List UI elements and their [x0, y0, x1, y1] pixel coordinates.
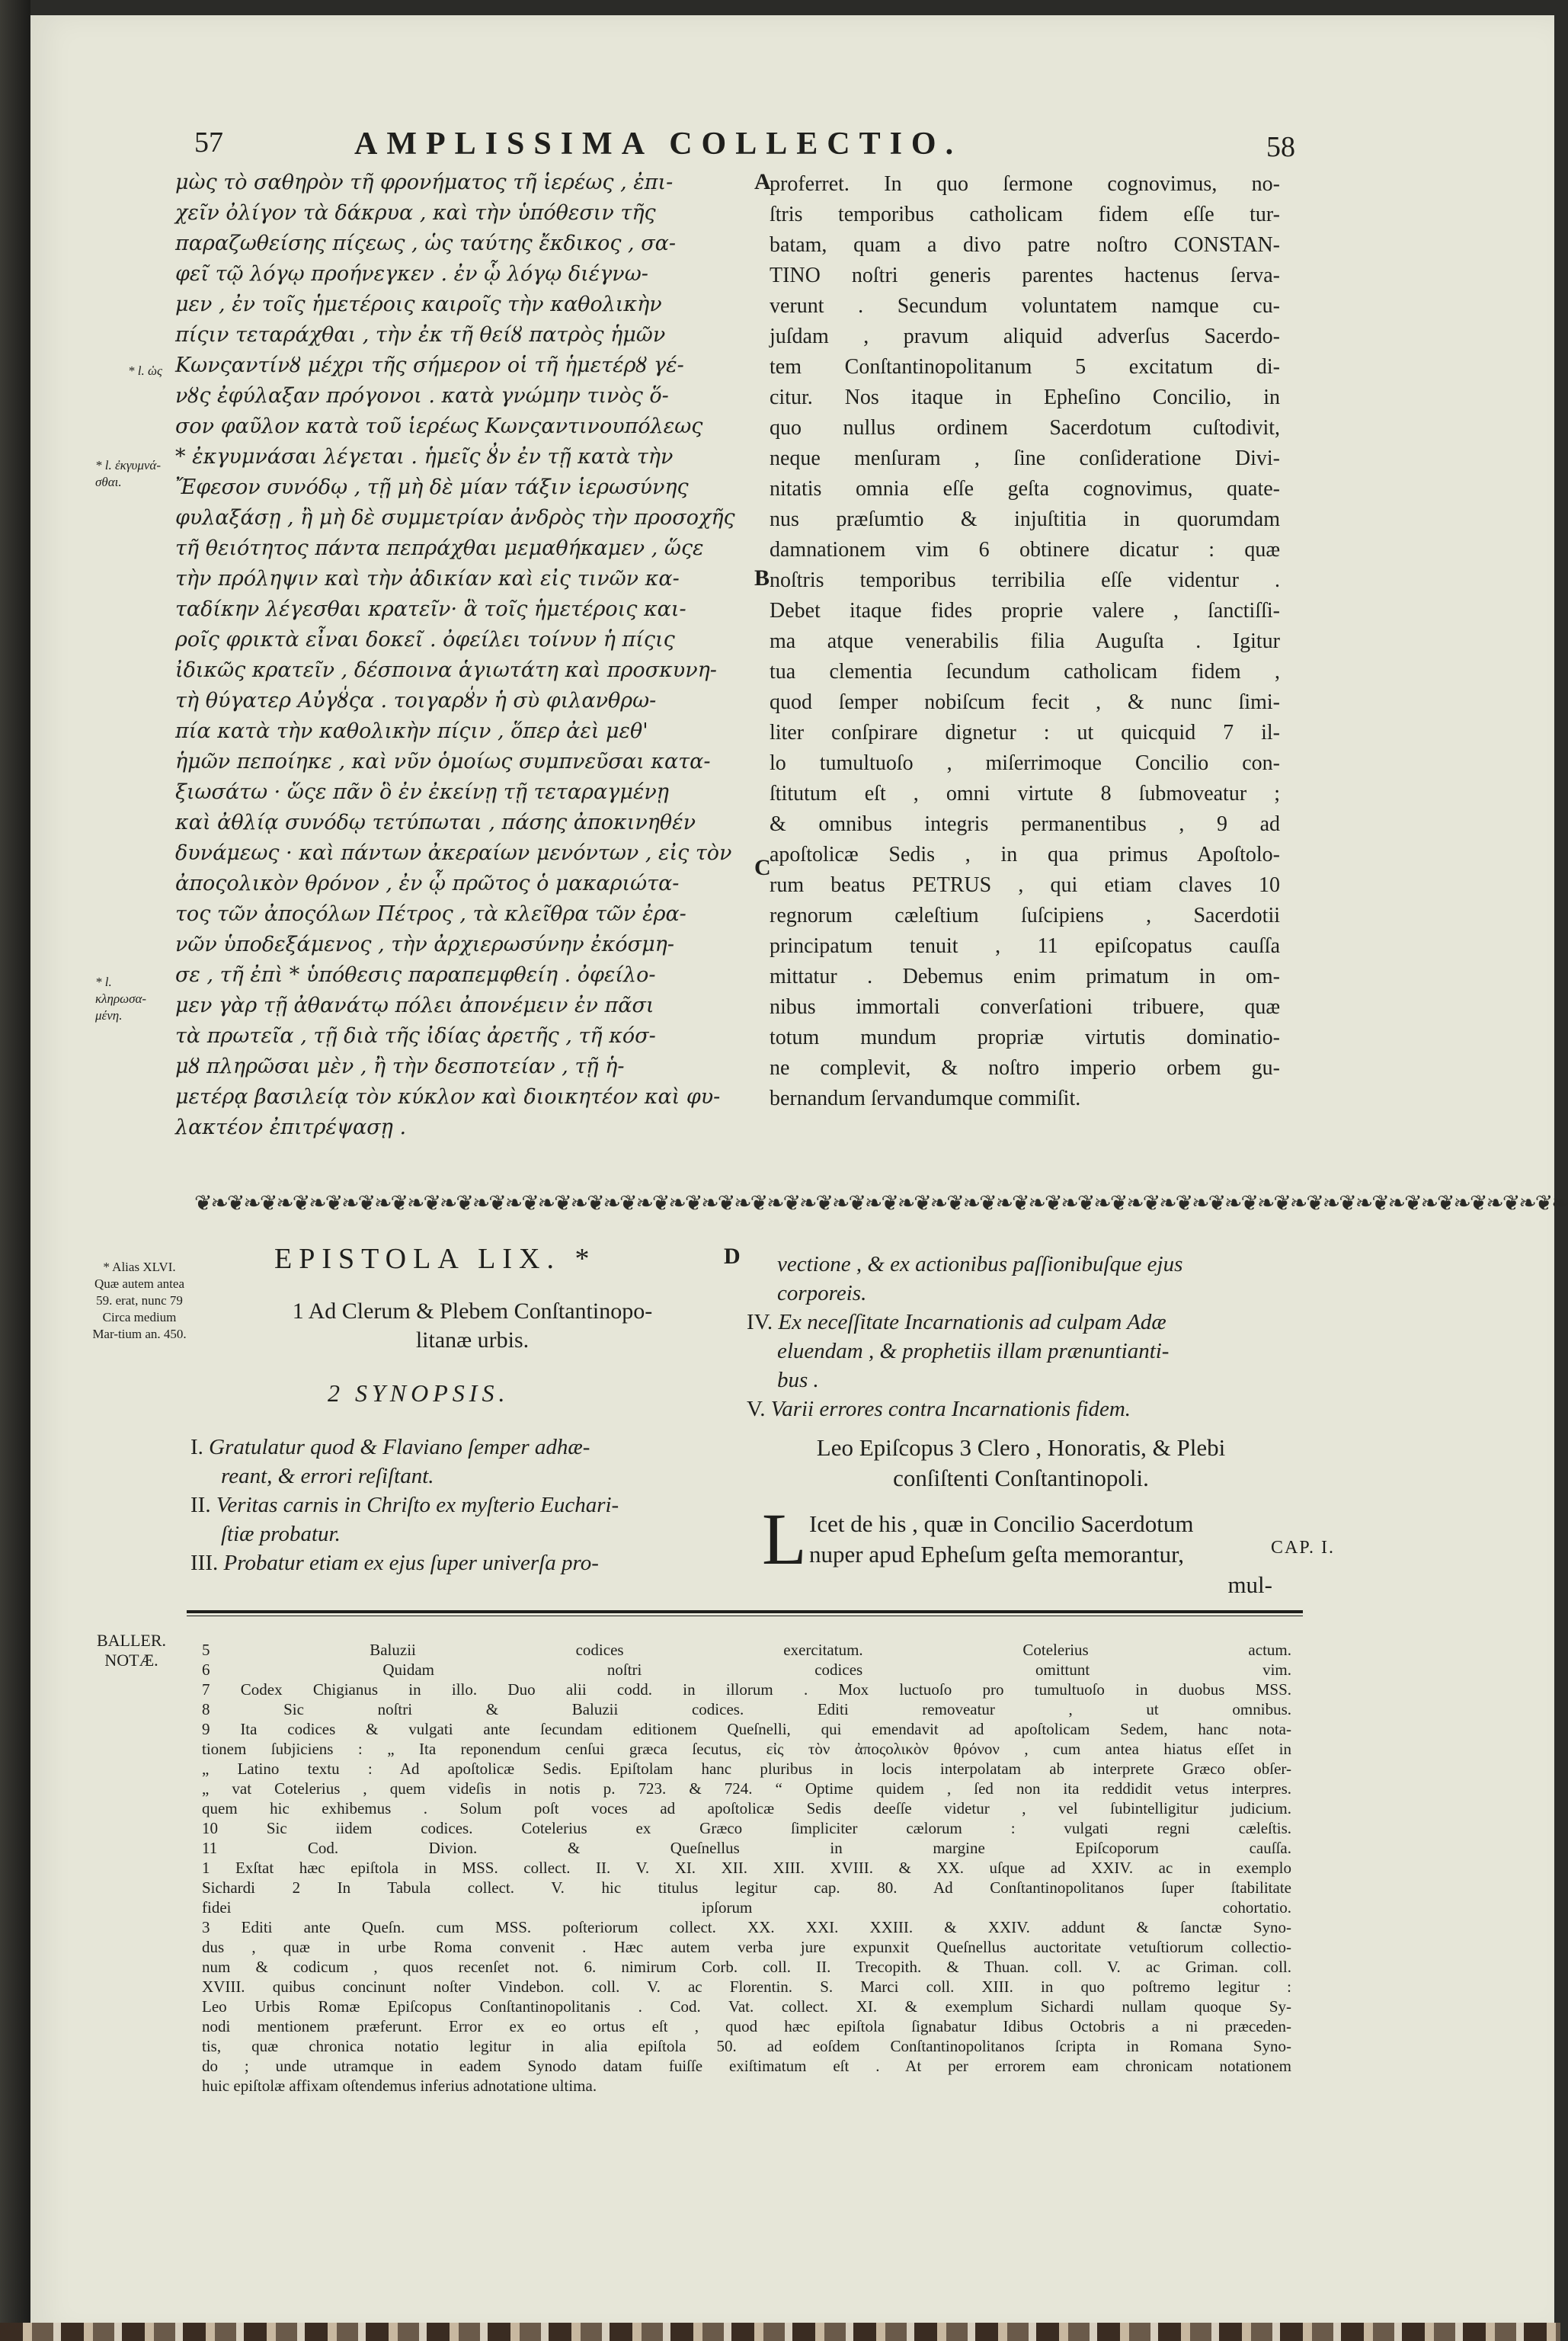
greek-text-line: σε , τῆ ἐπὶ * ὑπόθεσις παραπεμφθείη . ὀφείλο- — [175, 963, 656, 987]
epistola-address-line-2: litanæ urbis. — [415, 1327, 530, 1353]
synopsis-item-text: Gratulatur quod & Flaviano ſemper adhæ- — [209, 1435, 590, 1459]
latin-text-line: tua clementia ſecundum catholicam fidem , — [770, 660, 1280, 684]
drop-cap: L — [762, 1498, 807, 1580]
footnote-line: 9 Ita codices & vulgati ante ſecundam editionem Queſnelli, qui emendavit ad apoſtolicam Sedem, hanc nota- — [202, 1720, 1291, 1738]
footnote-line: 11 Cod. Divion. & Queſnellus in margine Epiſcoporum cauſſa. — [202, 1839, 1291, 1857]
synopsis-item-text: Varii errores contra Incarnationis fidem. — [770, 1397, 1131, 1421]
greek-text-line: νῶν ὑποδεξάμενος , τὴν ἀρχιερωσύνην ἐκόσμη- — [175, 933, 674, 956]
margin-note-3: * l. κληρωσα-μένη. — [95, 975, 147, 1023]
synopsis-item-text: bus . — [777, 1368, 819, 1392]
synopsis-item — [190, 1433, 724, 1462]
footnote-line: nodi mentionem præferunt. Error ex eo ortus eſt , quod hæc epiſtola ſignabatur Idibus Octobris a ni præceden- — [202, 2017, 1291, 2035]
footnote-line: 8 Sic noſtri & Baluzii codices. Editi removeatur , ut omnibus. — [202, 1700, 1291, 1718]
greek-text-line: τὴν πρόληψιν καὶ τὴν ἀδικίαν καὶ εἰς τινῶν κα- — [175, 567, 680, 591]
latin-text-line: regnorum cæleſtium ſuſcipiens , Sacerdotii — [770, 904, 1280, 927]
synopsis-item-number: V. — [747, 1397, 771, 1421]
greek-text-line: * ἐκγυμνάσαι λέγεται . ἡμεῖς ȣ̓ν ἐν τῇ κατὰ τὴν — [175, 445, 674, 469]
latin-text-line: noſtris temporibus terribilia eſſe videntur . — [770, 568, 1280, 592]
greek-text-line: ξιωσάτω · ὥςε πᾶν ὃ ἐν ἐκείνῃ τῇ τεταραγμένῃ — [175, 780, 669, 804]
synopsis-item — [747, 1279, 1280, 1308]
latin-text-line: lo tumultuoſo , miſerrimoque Concilio con- — [770, 751, 1280, 775]
latin-text-line: neque menſuram , ſine conſideratione Divi- — [770, 447, 1280, 470]
notes-divider-thick — [187, 1610, 1303, 1613]
epistola-address — [221, 1297, 724, 1355]
footnote-line: Sichardi 2 In Tabula collect. V. hic titulus legitur cap. 80. Ad Conſtantinopolitanos ſuper ſtabilitate — [202, 1878, 1291, 1897]
greek-text-line: χεῖν ὀλίγον τὰ δάκρυα , καὶ τὴν ὑπόθεσιν τῆς — [175, 201, 656, 225]
chapter-marker: CAP. I. — [1271, 1538, 1336, 1558]
letter-salutation — [747, 1433, 1295, 1494]
latin-text-line: bernandum ſervandumque commiſit. — [770, 1087, 1081, 1110]
footnote-line: num & codicum , quos recenſet not. 6. nimirum Corb. coll. II. Trecopith. & Thuan. coll. V. ac Griman. coll. — [202, 1958, 1291, 1976]
footnote-line: 1 Exſtat hæc epiſtola in MSS. collect. II. V. XI. XII. XIII. XVIII. & XX. uſque ad XXIV. ac in exemplo — [202, 1859, 1291, 1877]
footnote-line: do ; unde utramque in eadem Synodo datam fuiſſe exiſtimatum eſt . At per errorem eam chronicam notationem — [202, 2057, 1291, 2075]
latin-text-line: principatum tenuit , 11 epiſcopatus cauſſa — [770, 934, 1280, 958]
synopsis-heading: 2 SYNOPSIS. — [328, 1379, 510, 1407]
footnote-line: „ vat Cotelerius , quem videſis in notis p. 723. & 724. “ Optime quidem , ſed non ita reddidit vetus interpres. — [202, 1779, 1291, 1798]
greek-text-line: Κωνςαντίνȣ μέχρι τῆς σήμερον οἱ τῆ ἡμετέρȣ γέ- — [175, 354, 684, 377]
greek-text-line: μὼς τὸ σαθηρὸν τῆ φρονήματος τῆ ἱερέως , ἐπι- — [175, 171, 674, 194]
footnote-line: Leo Urbis Romæ Epiſcopus Conſtantinopolitanis . Cod. Vat. collect. XI. & exemplum Sichardi nullam quoque Sy- — [202, 1997, 1291, 2016]
right-page-number: 58 — [1266, 131, 1295, 163]
synopsis-item-text: ſtiæ probatur. — [221, 1522, 341, 1546]
greek-text-line: παραζωθείσης πίςεως , ὡς ταύτης ἔκδικος , σα- — [175, 232, 676, 255]
greek-text-line: σον φαῦλον κατὰ τοῦ ἱερέως Κωνςαντινουπόλεως — [175, 415, 703, 438]
greek-text-line: πία κατὰ τὴν καθολικὴν πίςιν , ὅπερ ἀεὶ μεθ' — [175, 719, 648, 743]
greek-text-line: ἀποςολικὸν θρόνον , ἐν ᾧ πρῶτος ὁ μακαριώτα- — [175, 872, 680, 895]
footnote-line: 5 Baluzii codices exercitatum. Cotelerius actum. — [202, 1641, 1291, 1659]
latin-text-line: ſtitutum eſt , omni virtute 8 ſubmoveatur ; — [770, 782, 1280, 805]
greek-text-column — [175, 168, 754, 1143]
footnote-line: 7 Codex Chigianus in illo. Duo alii codd. in illorum . Mox luctuoſo pro tumultuoſo in duobus MSS. — [202, 1680, 1291, 1699]
margin-note-2: * l. ἐκγυμνά-σθαι. — [95, 458, 161, 489]
latin-text-line: quo nullus ordinem Sacerdotum cuſtodivit, — [770, 416, 1280, 440]
greek-text-line: μετέρᾳ βασιλείᾳ τὸν κύκλον καὶ διοικητέον καὶ φυ- — [175, 1085, 721, 1109]
page-bottom-edge — [0, 2323, 1560, 2341]
latin-text-line: tem Conſtantinopolitanum 5 excitatum di- — [770, 355, 1280, 379]
latin-text-line: citur. Nos itaque in Epheſino Concilio, in — [770, 386, 1280, 409]
synopsis-item-number: III. — [190, 1551, 224, 1575]
salutation-line-1: Leo Epiſcopus 3 Clero , Honoratis, & Plebi — [816, 1434, 1226, 1461]
greek-text-line: τος τῶν ἀποςόλων Πέτρος , τὰ κλεῖθρα τῶν ἐρα- — [175, 902, 686, 926]
section-letter-a: A — [754, 169, 771, 194]
latin-text-line: totum mundum propriæ virtutis dominatio- — [770, 1026, 1280, 1049]
footnote-line: huic epiſtolæ affixam oſtendemus inferius adnotatione ultima. — [202, 2077, 597, 2095]
left-page-number: 57 — [194, 126, 223, 159]
synopsis-item — [190, 1462, 724, 1491]
footnote-line: tionem ſubjiciens : „ Ita reponendum cenſui græca ſecutus, εἰς τὸν ἀποςολικὸν θρόνον , cum antea hiatus eſſet in — [202, 1740, 1291, 1758]
latin-text-column — [770, 169, 1280, 1114]
opening-line-2: nuper apud Epheſum geſta memorantur, — [809, 1541, 1185, 1568]
greek-text-line: φυλαξάσῃ , ἢ μὴ δὲ συμμετρίαν ἀνδρὸς τὴν προσοχῆς — [175, 506, 735, 530]
epistola-title: EPISTOLA LIX. * — [274, 1243, 597, 1275]
footnotes-block — [202, 1640, 1291, 2096]
footnote-line: 6 Quidam noſtri codices omittunt vim. — [202, 1660, 1291, 1679]
synopsis-item — [747, 1395, 1280, 1423]
footnote-line: 10 Sic iidem codices. Cotelerius ex Græco ſimpliciter cælorum : vulgati regni cæleſtis. — [202, 1819, 1291, 1837]
synopsis-item — [190, 1491, 724, 1520]
greek-text-line: τὴ θύγατερ Αὐγȣ̍ςα . τοιγαρȣ̍ν ἡ σὺ φιλανθρω- — [175, 689, 657, 713]
synopsis-item-text: corporeis. — [777, 1281, 867, 1305]
latin-text-line: batam, quam a divo patre noſtro CONSTAN- — [770, 233, 1280, 257]
margin-note-alias: * Alias XLVI. Quæ autem antea 59. erat, nunc 79 Circa medium Mar-tium an. 450. — [92, 1260, 187, 1341]
letter-opening — [762, 1498, 1280, 1600]
synopsis-item-text: Veritas carnis in Chriſto ex myſterio Euchari- — [216, 1493, 619, 1517]
greek-text-line: ἡμῶν πεποίηκε , καὶ νῦν ὁμοίως συμπνεῦσαι κατα- — [175, 750, 711, 773]
running-header — [160, 126, 1295, 171]
synopsis-item — [747, 1337, 1280, 1366]
section-letter-c: C — [754, 855, 771, 880]
latin-text-line: proferret. In quo ſermone cognovimus, no- — [770, 172, 1280, 196]
greek-text-line: μȣ πληρῶσαι μὲν , ἢ τὴν δεσποτείαν , τῇ ἡ- — [175, 1055, 625, 1078]
synopsis-item-number: IV. — [747, 1310, 779, 1334]
greek-text-line: τῆ θειότητος πάντα πεπράχθαι μεμαθήκαμεν , ὥςε — [175, 536, 704, 560]
opening-line-1: Icet de his , quæ in Concilio Sacerdotum — [809, 1510, 1194, 1537]
running-title: AMPLISSIMA COLLECTIO. — [354, 126, 963, 162]
greek-text-line: πίςιν τεταράχθαι , τὴν ἐκ τῆ θείȣ πατρὸς ἡμῶν — [175, 323, 666, 347]
synopsis-item-text: vectione , & ex actionibus paſſionibuſque ejus — [777, 1252, 1183, 1276]
salutation-line-2: conſiſtenti Conſtantinopoli. — [893, 1465, 1149, 1491]
synopsis-item-text: reant, & errori reſiſtant. — [221, 1464, 434, 1488]
latin-text-line: damnationem vim 6 obtinere dicatur : quæ — [770, 538, 1280, 562]
synopsis-item-text: eluendam , & prophetiis illam prænuntianti- — [777, 1339, 1170, 1363]
greek-text-line: ροῖς φρικτὰ εἶναι δοκεῖ . ὀφείλει τοίνυν ἡ πίςις — [175, 628, 675, 652]
greek-text-line: μεν γὰρ τῇ ἀθανάτῳ πόλει ἀπονέμειν ἐν πᾶσι — [175, 994, 654, 1017]
latin-text-line: ma atque venerabilis filia Auguſta . Igitur — [770, 629, 1280, 653]
section-letter-b: B — [754, 565, 770, 591]
footnote-line: dus , quæ in urbe Roma convenit . Hæc autem verba jure expunxit Queſnellus auctoritate vetuſtiorum collectio- — [202, 1938, 1291, 1956]
greek-text-line: ἰδικῶς κρατεῖν , δέσποινα ἁγιωτάτη καὶ προσκυνη- — [175, 658, 717, 682]
footnote-line: 3 Editi ante Queſn. cum MSS. poſteriorum collect. XX. XXI. XXIII. & XXIV. addunt & ſanctæ Syno- — [202, 1918, 1291, 1936]
latin-text-line: juſdam , pravum aliquid adverſus Sacerdo- — [770, 325, 1280, 348]
greek-text-line: φεῖ τῷ λόγῳ προήνεγκεν . ἐν ᾧ λόγῳ διέγνω- — [175, 262, 648, 286]
latin-text-line: quod ſemper nobiſcum fecit , & nunc ſimi- — [770, 690, 1280, 714]
greek-text-line: μεν , ἐν τοῖς ἡμετέροις καιροῖς τὴν καθολικὴν — [175, 293, 662, 316]
opening-line-3: mul- — [1227, 1571, 1272, 1598]
ornamental-divider: ❦❧❦❧❦❧❦❧❦❧❦❧❦❧❦❧❦❧❦❧❦❧❦❧❦❧❦❧❦❧❦❧❦❧❦❧❦❧❦❧❦❧❦❧❦❧❦❧❦❧❦❧❦❧❦❧❦❧❦❧❦❧❦❧❦❧❦❧❦❧❦❧❦❧❦❧❦❧❦❧❦❧❦❧ — [194, 1192, 1568, 1215]
latin-text-line: mittatur . Debemus enim primatum in om- — [770, 965, 1280, 988]
synopsis-list-left — [190, 1433, 724, 1577]
footnote-line: tis, quæ chronica notatio legitur in alia epiſtola 50. ad eoſdem Conſtantinopolitanos ſcripta in Romana Syno- — [202, 2037, 1291, 2055]
latin-text-line: Debet itaque fides proprie valere , ſanctiſſi- — [770, 599, 1280, 623]
latin-text-line: liter conſpirare dignetur : ut quicquid 7 il- — [770, 721, 1280, 745]
greek-text-line: δυνάμεως · καὶ πάντων ἀκεραίων μενόντων , εἰς τὸν — [175, 841, 732, 865]
synopsis-item — [190, 1520, 724, 1548]
latin-text-line: TINO noſtri generis parentes hactenus ſerva- — [770, 264, 1280, 287]
footnote-line: „ Latino textu : Ad apoſtolicæ Sedis. Epiſtolam hanc pluribus in locis interpolatam ab interprete Græco obſer- — [202, 1760, 1291, 1778]
greek-text-line: ταδίκην λέγεσθαι κρατεῖν· ἃ τοῖς ἡμετέροις και- — [175, 597, 686, 621]
synopsis-item-text: Probatur etiam ex ejus ſuper univerſa pro- — [223, 1551, 599, 1575]
synopsis-item-number: I. — [190, 1435, 210, 1459]
greek-text-line: τὰ πρωτεῖα , τῇ διὰ τῆς ἰδίας ἀρετῆς , τῆ κόσ- — [175, 1024, 656, 1048]
latin-text-line: apoſtolicæ Sedis , in qua primus Apoſtolo- — [770, 843, 1280, 866]
synopsis-item — [747, 1250, 1280, 1279]
synopsis-item — [190, 1548, 724, 1577]
latin-text-line: nibus immortali converſationi tribuere, quæ — [770, 995, 1280, 1019]
notes-heading: BALLER. NOTÆ. — [96, 1631, 167, 1670]
latin-text-line: ſtris temporibus catholicam fidem eſſe tur- — [770, 203, 1280, 226]
section-letter-d: D — [724, 1244, 741, 1269]
latin-text-line: nus præſumtio & injuſtitia in quorumdam — [770, 508, 1280, 531]
greek-text-line: νȣς ἐφύλαξαν πρόγονοι . κατὰ γνώμην τινὸς ὅ- — [175, 384, 669, 408]
latin-text-line: ne complevit, & noſtro imperio orbem gu- — [770, 1056, 1280, 1080]
synopsis-item-number: II. — [190, 1493, 216, 1517]
latin-text-line: verunt . Secundum voluntatem namque cu- — [770, 294, 1280, 318]
footnote-line: XVIII. quibus concinunt noſter Vindebon. coll. V. ac Florentin. S. Marci coll. XIII. in quo poſtremo legitur : — [202, 1978, 1291, 1996]
margin-note-1: * l. ὡς — [128, 363, 162, 378]
synopsis-item — [747, 1308, 1280, 1337]
latin-text-line: nitatis omnia eſſe geſta cognovimus, quate- — [770, 477, 1280, 501]
greek-text-line: Ἔφεσον συνόδῳ , τῇ μὴ δὲ μίαν τάξιν ἱερωσύνης — [175, 476, 689, 499]
footnote-line: quem hic exhibemus . Solum poſt voces ad apoſtolicæ Sedis deeſſe videtur , vel ſubintelligitur judicium. — [202, 1799, 1291, 1817]
synopsis-list-right — [747, 1250, 1280, 1423]
greek-text-line: λακτέον ἐπιτρέψασῃ . — [175, 1116, 407, 1139]
latin-text-line: rum beatus PETRUS , qui etiam claves 10 — [770, 873, 1280, 897]
book-spine-shadow — [0, 0, 30, 2341]
synopsis-item-text: Ex neceſſitate Incarnationis ad culpam Adæ — [778, 1310, 1166, 1334]
footnote-line: fidei ipſorum cohortatio. — [202, 1898, 1291, 1917]
epistola-address-line-1: 1 Ad Clerum & Plebem Conſtantinopo- — [292, 1299, 653, 1324]
greek-text-line: καὶ ἀθλίᾳ συνόδῳ τετύπωται , πάσης ἀποκινηθέν — [175, 811, 696, 834]
latin-text-line: & omnibus integris permanentibus , 9 ad — [770, 812, 1280, 836]
synopsis-item — [747, 1366, 1280, 1395]
